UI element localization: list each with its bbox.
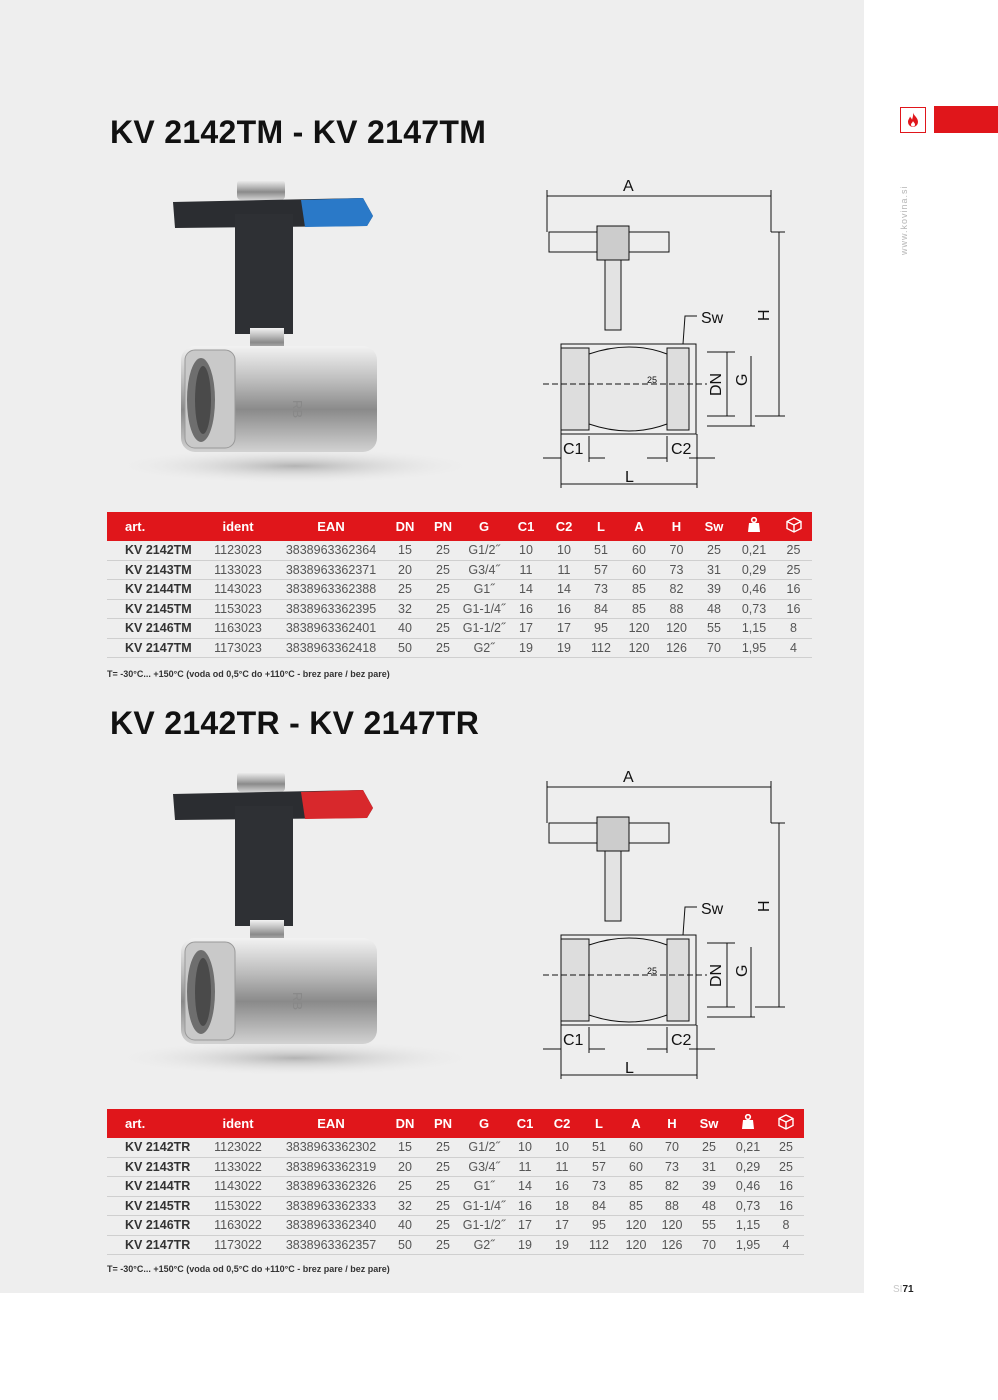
table-cell: 120 bbox=[658, 619, 695, 639]
table-cell: 120 bbox=[618, 1216, 654, 1236]
technical-drawing bbox=[535, 172, 795, 492]
column-header: L bbox=[582, 512, 620, 541]
table-cell: 39 bbox=[690, 1177, 728, 1197]
table-cell: 126 bbox=[658, 638, 695, 658]
table-cell: 55 bbox=[695, 619, 733, 639]
table-cell: 70 bbox=[690, 1235, 728, 1255]
table-cell: 60 bbox=[620, 541, 658, 560]
column-header: EAN bbox=[276, 512, 386, 541]
section-title: KV 2142TR - KV 2147TR bbox=[110, 705, 480, 741]
table-cell: 16 bbox=[775, 599, 812, 619]
table-row bbox=[107, 580, 812, 600]
page-number-value: 71 bbox=[902, 1284, 914, 1295]
table-cell: 3838963362371 bbox=[276, 560, 386, 580]
table-cell: 0,29 bbox=[733, 560, 775, 580]
table-cell: 0,29 bbox=[728, 1157, 768, 1177]
box-icon bbox=[768, 1109, 804, 1138]
table-cell: 15 bbox=[386, 541, 424, 560]
table-cell: 40 bbox=[386, 1216, 424, 1236]
table-cell: 82 bbox=[654, 1177, 690, 1197]
dimension-label-c1: C1 bbox=[563, 441, 584, 458]
table-cell: 17 bbox=[506, 619, 546, 639]
table-cell: 0,21 bbox=[728, 1138, 768, 1157]
table-cell: 112 bbox=[582, 638, 620, 658]
table-cell: 1133023 bbox=[200, 560, 276, 580]
table-cell: 25 bbox=[424, 1177, 462, 1197]
table-cell: 1,15 bbox=[728, 1216, 768, 1236]
table-cell: 25 bbox=[775, 560, 812, 580]
flame-icon bbox=[900, 107, 926, 133]
table-cell: 16 bbox=[768, 1196, 804, 1216]
column-header: H bbox=[658, 512, 695, 541]
table-cell: 60 bbox=[618, 1138, 654, 1157]
spec-table bbox=[107, 512, 812, 658]
drawing-body-stamp: 25 bbox=[647, 375, 658, 385]
table-cell: 70 bbox=[654, 1138, 690, 1157]
column-header: C1 bbox=[506, 1109, 544, 1138]
table-row bbox=[107, 560, 812, 580]
table-cell: 85 bbox=[618, 1196, 654, 1216]
table-cell: 3838963362319 bbox=[276, 1157, 386, 1177]
table-cell: 3838963362357 bbox=[276, 1235, 386, 1255]
table-cell: 14 bbox=[506, 580, 546, 600]
table-row bbox=[107, 1157, 804, 1177]
table-cell: 19 bbox=[546, 638, 582, 658]
table-cell: 19 bbox=[544, 1235, 580, 1255]
dimension-label-h: H bbox=[756, 900, 773, 912]
table-cell: 11 bbox=[506, 1157, 544, 1177]
table-cell: 1,95 bbox=[733, 638, 775, 658]
table-cell: G1-1/4˝ bbox=[462, 599, 506, 619]
table-cell: 17 bbox=[546, 619, 582, 639]
table-cell: G1-1/4˝ bbox=[462, 1196, 506, 1216]
table-cell: 85 bbox=[620, 599, 658, 619]
table-cell: 10 bbox=[506, 1138, 544, 1157]
drawing-body-stamp: 25 bbox=[647, 966, 658, 976]
table-cell: 50 bbox=[386, 638, 424, 658]
article-cell: KV 2147TM bbox=[107, 638, 200, 658]
table-cell: 120 bbox=[620, 619, 658, 639]
table-cell: G3/4˝ bbox=[462, 1157, 506, 1177]
table-cell: 3838963362395 bbox=[276, 599, 386, 619]
table-cell: 4 bbox=[775, 638, 812, 658]
table-cell: 25 bbox=[386, 580, 424, 600]
box-icon bbox=[775, 512, 812, 541]
table-cell: 8 bbox=[775, 619, 812, 639]
table-cell: 25 bbox=[690, 1138, 728, 1157]
table-cell: 48 bbox=[690, 1196, 728, 1216]
table-cell: 16 bbox=[768, 1177, 804, 1197]
svg-text:RB: RB bbox=[290, 400, 305, 419]
article-cell: KV 2146TR bbox=[107, 1216, 200, 1236]
table-cell: 3838963362401 bbox=[276, 619, 386, 639]
table-cell: 84 bbox=[582, 599, 620, 619]
dimension-label-g: G bbox=[734, 373, 751, 386]
table-cell: 10 bbox=[544, 1138, 580, 1157]
column-header: Sw bbox=[690, 1109, 728, 1138]
table-cell: 88 bbox=[654, 1196, 690, 1216]
article-cell: KV 2144TR bbox=[107, 1177, 200, 1197]
column-header: PN bbox=[424, 1109, 462, 1138]
column-header: DN bbox=[386, 512, 424, 541]
table-cell: 25 bbox=[424, 1157, 462, 1177]
table-cell: 1133022 bbox=[200, 1157, 276, 1177]
table-cell: 73 bbox=[654, 1157, 690, 1177]
table-cell: 1153023 bbox=[200, 599, 276, 619]
technical-drawing bbox=[535, 763, 795, 1083]
column-header: PN bbox=[424, 512, 462, 541]
table-cell: 15 bbox=[386, 1138, 424, 1157]
table-cell: 84 bbox=[580, 1196, 618, 1216]
table-cell: 19 bbox=[506, 638, 546, 658]
table-cell: 57 bbox=[580, 1157, 618, 1177]
dimension-label-a: A bbox=[623, 769, 634, 786]
column-header: art. bbox=[107, 512, 200, 541]
dimension-label-sw: Sw bbox=[701, 901, 724, 918]
table-cell: 73 bbox=[580, 1177, 618, 1197]
dimension-label-h: H bbox=[756, 309, 773, 321]
table-cell: 3838963362418 bbox=[276, 638, 386, 658]
weight-icon bbox=[733, 512, 775, 541]
table-cell: 3838963362326 bbox=[276, 1177, 386, 1197]
column-header: C1 bbox=[506, 512, 546, 541]
table-row bbox=[107, 638, 812, 658]
product-photo-valve-red bbox=[105, 760, 485, 1075]
site-url[interactable]: www.kovina.si bbox=[899, 185, 909, 255]
table-cell: 60 bbox=[620, 560, 658, 580]
table-row bbox=[107, 1216, 804, 1236]
table-cell: 14 bbox=[506, 1177, 544, 1197]
spec-table bbox=[107, 1109, 804, 1255]
column-header: EAN bbox=[276, 1109, 386, 1138]
table-cell: 17 bbox=[544, 1216, 580, 1236]
table-cell: 120 bbox=[618, 1235, 654, 1255]
table-cell: 57 bbox=[582, 560, 620, 580]
table-cell: G1-1/2˝ bbox=[462, 1216, 506, 1236]
table-cell: 31 bbox=[695, 560, 733, 580]
table-cell: 14 bbox=[546, 580, 582, 600]
dimension-label-c2: C2 bbox=[671, 1032, 692, 1049]
article-cell: KV 2146TM bbox=[107, 619, 200, 639]
table-cell: 70 bbox=[695, 638, 733, 658]
table-cell: 85 bbox=[620, 580, 658, 600]
table-cell: 40 bbox=[386, 619, 424, 639]
table-cell: 25 bbox=[424, 1216, 462, 1236]
table-cell: 85 bbox=[618, 1177, 654, 1197]
table-cell: 16 bbox=[775, 580, 812, 600]
table-cell: 25 bbox=[424, 541, 462, 560]
table-cell: 1143023 bbox=[200, 580, 276, 600]
table-cell: 112 bbox=[580, 1235, 618, 1255]
page-number bbox=[893, 1284, 914, 1295]
table-cell: 25 bbox=[424, 619, 462, 639]
dimension-label-dn: DN bbox=[708, 372, 725, 396]
temperature-note: T= -30°C... +150°C (voda od 0,5°C do +110°C - brez pare / bez pare) bbox=[107, 669, 390, 679]
dimension-label-c1: C1 bbox=[563, 1032, 584, 1049]
table-cell: 82 bbox=[658, 580, 695, 600]
table-cell: 120 bbox=[620, 638, 658, 658]
table-cell: G1˝ bbox=[462, 1177, 506, 1197]
table-cell: 25 bbox=[768, 1157, 804, 1177]
table-cell: 126 bbox=[654, 1235, 690, 1255]
table-cell: 20 bbox=[386, 560, 424, 580]
column-header: H bbox=[654, 1109, 690, 1138]
table-cell: 1163023 bbox=[200, 619, 276, 639]
table-cell: 0,73 bbox=[728, 1196, 768, 1216]
column-header: G bbox=[462, 1109, 506, 1138]
table-row bbox=[107, 1196, 804, 1216]
article-cell: KV 2142TR bbox=[107, 1138, 200, 1157]
table-cell: 73 bbox=[582, 580, 620, 600]
table-cell: 25 bbox=[775, 541, 812, 560]
table-cell: 1153022 bbox=[200, 1196, 276, 1216]
table-cell: 25 bbox=[386, 1177, 424, 1197]
dimension-label-l: L bbox=[625, 469, 634, 486]
table-cell: 95 bbox=[580, 1216, 618, 1236]
table-cell: 0,21 bbox=[733, 541, 775, 560]
table-cell: 4 bbox=[768, 1235, 804, 1255]
table-cell: 32 bbox=[386, 1196, 424, 1216]
table-cell: 11 bbox=[506, 560, 546, 580]
table-cell: 32 bbox=[386, 599, 424, 619]
table-cell: 17 bbox=[506, 1216, 544, 1236]
table-cell: 16 bbox=[544, 1177, 580, 1197]
table-cell: G2˝ bbox=[462, 1235, 506, 1255]
page-number-prefix: SI bbox=[893, 1284, 903, 1295]
table-cell: 25 bbox=[768, 1138, 804, 1157]
table-cell: 16 bbox=[506, 599, 546, 619]
table-cell: 25 bbox=[424, 580, 462, 600]
table-cell: 3838963362333 bbox=[276, 1196, 386, 1216]
table-cell: 60 bbox=[618, 1157, 654, 1177]
table-cell: 1,95 bbox=[728, 1235, 768, 1255]
table-cell: 39 bbox=[695, 580, 733, 600]
article-cell: KV 2142TM bbox=[107, 541, 200, 560]
table-cell: 1143022 bbox=[200, 1177, 276, 1197]
table-cell: 25 bbox=[424, 1235, 462, 1255]
table-cell: 3838963362302 bbox=[276, 1138, 386, 1157]
table-cell: 48 bbox=[695, 599, 733, 619]
table-cell: G1/2˝ bbox=[462, 1138, 506, 1157]
table-cell: 120 bbox=[654, 1216, 690, 1236]
sidebar-accent-bar bbox=[934, 106, 998, 133]
table-cell: 1123022 bbox=[200, 1138, 276, 1157]
table-cell: 1173022 bbox=[200, 1235, 276, 1255]
section-title: KV 2142TM - KV 2147TM bbox=[110, 114, 487, 150]
column-header: A bbox=[620, 512, 658, 541]
column-header: art. bbox=[107, 1109, 200, 1138]
article-cell: KV 2145TM bbox=[107, 599, 200, 619]
table-cell: 70 bbox=[658, 541, 695, 560]
table-row bbox=[107, 541, 812, 560]
table-row bbox=[107, 619, 812, 639]
table-cell: 3838963362340 bbox=[276, 1216, 386, 1236]
table-cell: 1123023 bbox=[200, 541, 276, 560]
table-cell: G1˝ bbox=[462, 580, 506, 600]
dimension-label-dn: DN bbox=[708, 963, 725, 987]
article-cell: KV 2145TR bbox=[107, 1196, 200, 1216]
table-cell: 25 bbox=[424, 599, 462, 619]
column-header: A bbox=[618, 1109, 654, 1138]
table-cell: 10 bbox=[546, 541, 582, 560]
table-cell: 20 bbox=[386, 1157, 424, 1177]
table-cell: 51 bbox=[580, 1138, 618, 1157]
table-cell: 10 bbox=[506, 541, 546, 560]
temperature-note: T= -30°C... +150°C (voda od 0,5°C do +110°C - brez pare / bez pare) bbox=[107, 1264, 390, 1274]
article-cell: KV 2147TR bbox=[107, 1235, 200, 1255]
column-header: Sw bbox=[695, 512, 733, 541]
table-cell: 11 bbox=[546, 560, 582, 580]
table-cell: 1173023 bbox=[200, 638, 276, 658]
table-cell: G2˝ bbox=[462, 638, 506, 658]
dimension-label-l: L bbox=[625, 1060, 634, 1077]
dimension-label-sw: Sw bbox=[701, 310, 724, 327]
column-header: DN bbox=[386, 1109, 424, 1138]
table-cell: 55 bbox=[690, 1216, 728, 1236]
table-cell: 16 bbox=[546, 599, 582, 619]
table-cell: 11 bbox=[544, 1157, 580, 1177]
table-cell: 0,73 bbox=[733, 599, 775, 619]
table-row bbox=[107, 1177, 804, 1197]
table-cell: 18 bbox=[544, 1196, 580, 1216]
table-cell: 50 bbox=[386, 1235, 424, 1255]
table-row bbox=[107, 1138, 804, 1157]
table-cell: 25 bbox=[424, 560, 462, 580]
table-cell: 3838963362364 bbox=[276, 541, 386, 560]
article-cell: KV 2144TM bbox=[107, 580, 200, 600]
table-cell: 3838963362388 bbox=[276, 580, 386, 600]
table-cell: 25 bbox=[695, 541, 733, 560]
table-cell: 25 bbox=[424, 638, 462, 658]
table-cell: 25 bbox=[424, 1196, 462, 1216]
column-header: L bbox=[580, 1109, 618, 1138]
table-cell: 1,15 bbox=[733, 619, 775, 639]
column-header: ident bbox=[200, 512, 276, 541]
table-cell: 8 bbox=[768, 1216, 804, 1236]
table-cell: 0,46 bbox=[733, 580, 775, 600]
table-cell: 51 bbox=[582, 541, 620, 560]
article-cell: KV 2143TM bbox=[107, 560, 200, 580]
column-header: C2 bbox=[546, 512, 582, 541]
table-row bbox=[107, 599, 812, 619]
table-cell: 73 bbox=[658, 560, 695, 580]
article-cell: KV 2143TR bbox=[107, 1157, 200, 1177]
column-header: G bbox=[462, 512, 506, 541]
table-row bbox=[107, 1235, 804, 1255]
table-cell: 0,46 bbox=[728, 1177, 768, 1197]
table-cell: 88 bbox=[658, 599, 695, 619]
table-cell: G1/2˝ bbox=[462, 541, 506, 560]
dimension-label-c2: C2 bbox=[671, 441, 692, 458]
table-cell: G1-1/2˝ bbox=[462, 619, 506, 639]
product-photo-valve-blue bbox=[105, 168, 485, 483]
table-cell: 31 bbox=[690, 1157, 728, 1177]
weight-icon bbox=[728, 1109, 768, 1138]
column-header: ident bbox=[200, 1109, 276, 1138]
table-cell: 1163022 bbox=[200, 1216, 276, 1236]
table-cell: 16 bbox=[506, 1196, 544, 1216]
dimension-label-g: G bbox=[734, 964, 751, 977]
table-cell: G3/4˝ bbox=[462, 560, 506, 580]
column-header: C2 bbox=[544, 1109, 580, 1138]
table-cell: 95 bbox=[582, 619, 620, 639]
dimension-label-a: A bbox=[623, 178, 634, 195]
table-cell: 19 bbox=[506, 1235, 544, 1255]
table-cell: 25 bbox=[424, 1138, 462, 1157]
svg-text:RB: RB bbox=[290, 992, 305, 1011]
